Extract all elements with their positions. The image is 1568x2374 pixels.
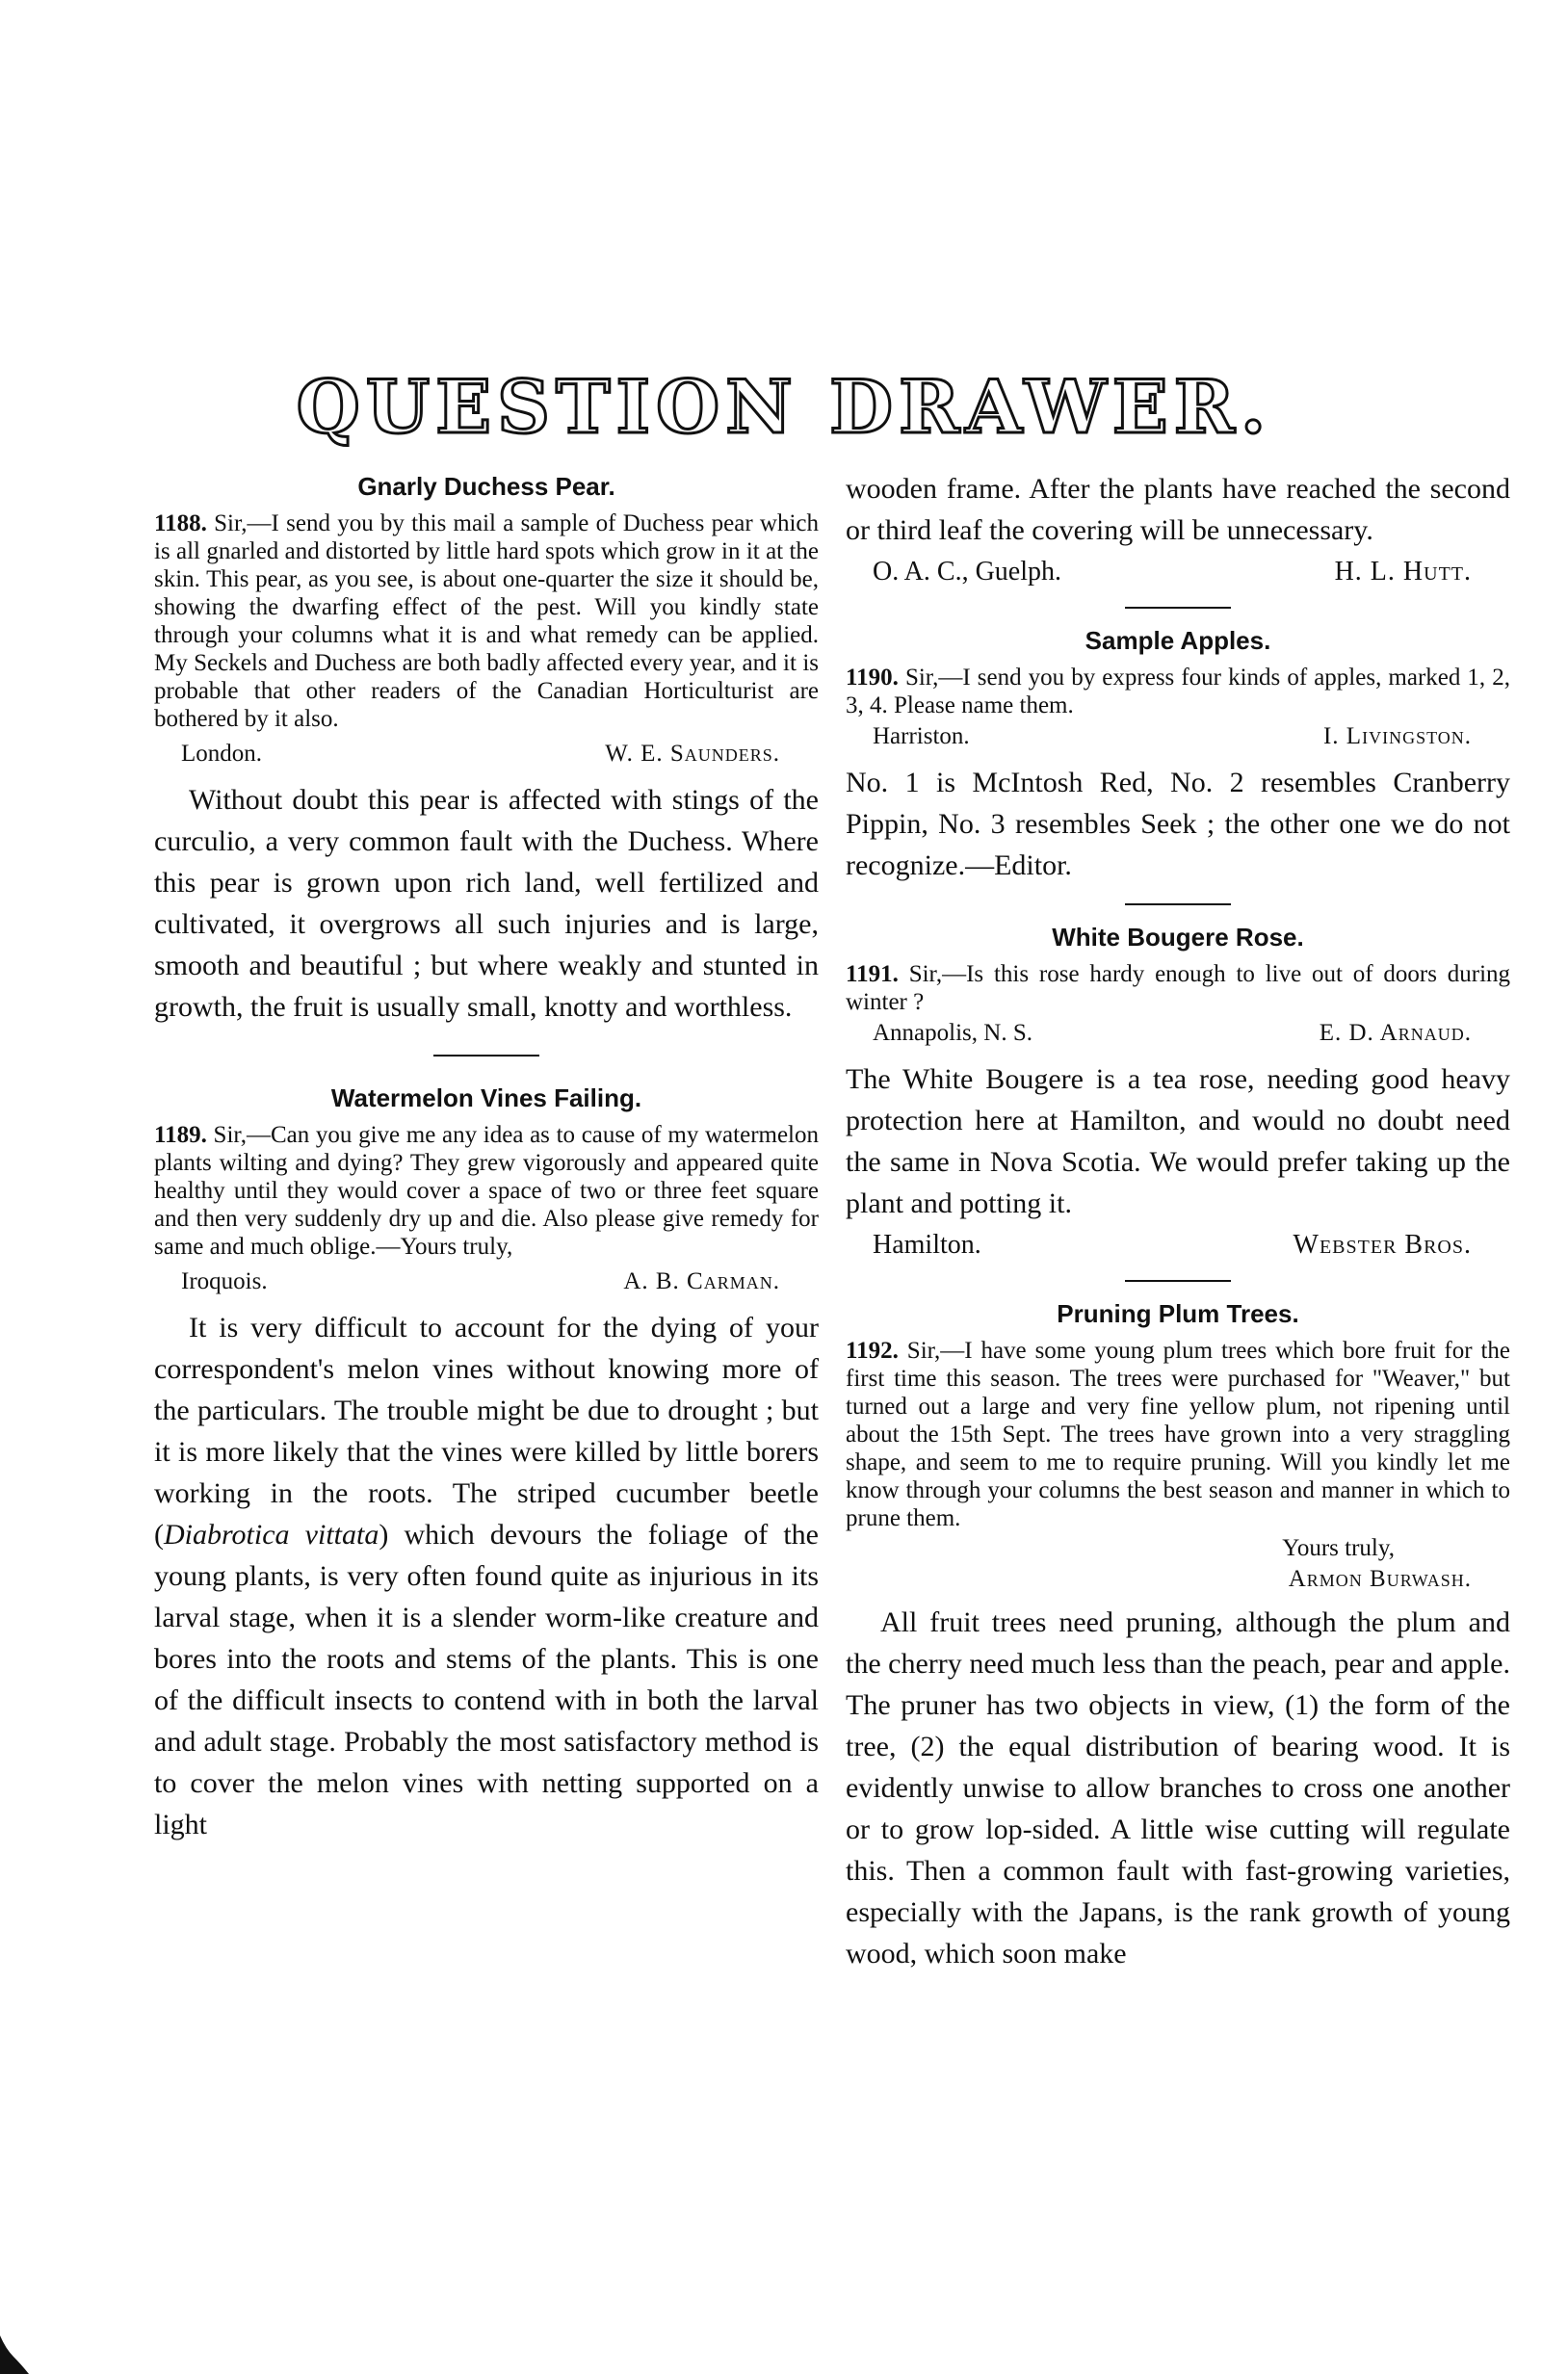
letter-1191: [846, 960, 1510, 1016]
question-number: 1191.: [846, 961, 899, 987]
section-divider: [1125, 607, 1231, 609]
letter-text: Sir,—I send you by express four kinds of apples, marked 1, 2, 3, 4. Please name them.: [846, 665, 1511, 718]
signature-author: Webster Bros.: [1293, 1230, 1472, 1260]
answer-text: It is very difficult to account for the dying of your correspondent's melon vines without knowing more of the particulars. The trouble might be due to drought ; but it is more likely that the vines were killed by little borers working in the roots. The striped cucumber beetle (: [154, 1312, 819, 1551]
section-divider: [1125, 1280, 1231, 1282]
signature-1188: [154, 737, 819, 771]
closing-yours-truly: Yours truly,: [1282, 1535, 1395, 1561]
signature-place: London.: [181, 741, 263, 767]
section-divider: [1125, 903, 1231, 905]
answer-1191: The White Bougere is a tea rose, needing good heavy protection here at Hamilton, and would no doubt need the same in Nova Scotia. We would prefer taking up the plant and potting it.: [846, 1063, 1510, 1219]
signature-author: Armon Burwash.: [1288, 1566, 1472, 1592]
signature-author: W. E. Saunders.: [605, 741, 780, 767]
heading-gnarly-duchess-pear: Gnarly Duchess Pear.: [357, 472, 615, 501]
question-number: 1189.: [154, 1122, 207, 1148]
signature-1189: [154, 1265, 819, 1299]
letter-text: Sir,—I have some young plum trees which bore fruit for the first time this season. The trees were purchased for "Weaver," but turned out a large and very fine yellow plum, not ripening until about the 15th Sept. The trees have grown into a very straggling shape, and seem to me to require pruning. Will you kindly let me know through your columns the best season and manner in which to prune them.: [846, 1338, 1510, 1531]
left-column: [154, 460, 819, 1845]
signature-1190: [846, 719, 1510, 754]
letter-text: Sir,—Can you give me any idea as to cause of my watermelon plants wilting and dying? They grew vigorously and appeared quite healthy until they would cover a space of two or three feet square and then very suddenly dry up and die. Also please give remedy for same and much oblige.—Yours truly,: [154, 1122, 820, 1260]
question-number: 1190.: [846, 665, 899, 691]
letter-1192: [846, 1337, 1510, 1532]
signature-place: O. A. C., Guelph.: [873, 557, 1061, 587]
letter-1188: [154, 509, 819, 733]
signature-place: Iroquois.: [181, 1268, 268, 1294]
signature-hamilton: [846, 1228, 1510, 1263]
letter-text: Sir,—Is this rose hardy enough to live out of doors during winter ?: [846, 961, 1511, 1015]
letter-1189: [154, 1121, 819, 1261]
corner-scan-mark: [0, 2316, 39, 2374]
answer-text: ) which devours the foliage of the young plants, is very often found quite as injurious in its larval stage, when it is a slender worm-like creature and bores into the roots and stems of the plants. This is one of the difficult insects to contend with in both the larval and adult stage. Probably the most satisfactory method is to cover the melon vines with netting supported on a light: [154, 1519, 820, 1840]
right-column: [846, 460, 1510, 1974]
signature-guelph: [846, 555, 1510, 589]
answer-1190: No. 1 is McIntosh Red, No. 2 resembles Cranberry Pippin, No. 3 resembles Seek ; the other one we do not recognize.—Editor.: [846, 767, 1510, 881]
signature-1191: [846, 1016, 1510, 1051]
signature-author: A. B. Carman.: [623, 1268, 780, 1294]
species-name: Diabrotica vittata: [164, 1519, 379, 1551]
page-title: QUESTION DRAWER.: [296, 364, 1272, 450]
heading-watermelon-vines: Watermelon Vines Failing.: [330, 1083, 642, 1112]
section-divider: [433, 1055, 539, 1057]
heading-pruning-plum-trees: Pruning Plum Trees.: [1057, 1299, 1299, 1328]
signature-author: H. L. Hutt.: [1334, 557, 1472, 587]
letter-text: Sir,—I send you by this mail a sample of Duchess pear which is all gnarled and distorted by little hard spots which grow in it at the skin. This pear, as you see, is about one-quarter the size it should be, showing the dwarfing effect of the pest. Will you kindly state through your columns what it is and what remedy can be applied. My Seckels and Duchess are both badly affected every year, and it is probable that other readers of the Canadian Horticulturist are bothered by it also.: [154, 510, 819, 732]
signature-author: E. D. Arnaud.: [1319, 1020, 1472, 1046]
letter-1190: [846, 664, 1510, 719]
signature-place: Annapolis, N. S.: [873, 1020, 1032, 1046]
answer-1189-continued: wooden frame. After the plants have reached the second or third leaf the covering will be unnecessary.: [846, 473, 1510, 546]
signature-place: Hamilton.: [873, 1230, 981, 1260]
signature-place: Harriston.: [873, 723, 970, 749]
answer-1192: All fruit trees need pruning, although the plum and the cherry need much less than the peach, pear and apple. The pruner has two objects in view, (1) the form of the tree, (2) the equal distribution of bearing wood. It is evidently unwise to allow branches to cross one another or to grow lop-sided. A little wise cutting will regulate this. Then a common fault with fast-growing varieties, especially with the Japans, is the rank growth of young wood, which soon make: [846, 1606, 1510, 1970]
answer-1188: Without doubt this pear is affected with stings of the curculio, a very common fault with the Duchess. Where this pear is grown upon rich land, well fertilized and cultivated, it overgrows all such injuries and is large, smooth and beautiful ; but where weakly and stunted in growth, the fruit is usually small, knotty and worthless.: [154, 784, 819, 1023]
question-number: 1188.: [154, 510, 207, 536]
answer-1189: [154, 1307, 819, 1845]
signature-author: I. Livingston.: [1322, 723, 1472, 749]
question-number: 1192.: [846, 1338, 899, 1364]
heading-white-bougere-rose: White Bougere Rose.: [1052, 923, 1304, 952]
heading-sample-apples: Sample Apples.: [1085, 626, 1271, 655]
